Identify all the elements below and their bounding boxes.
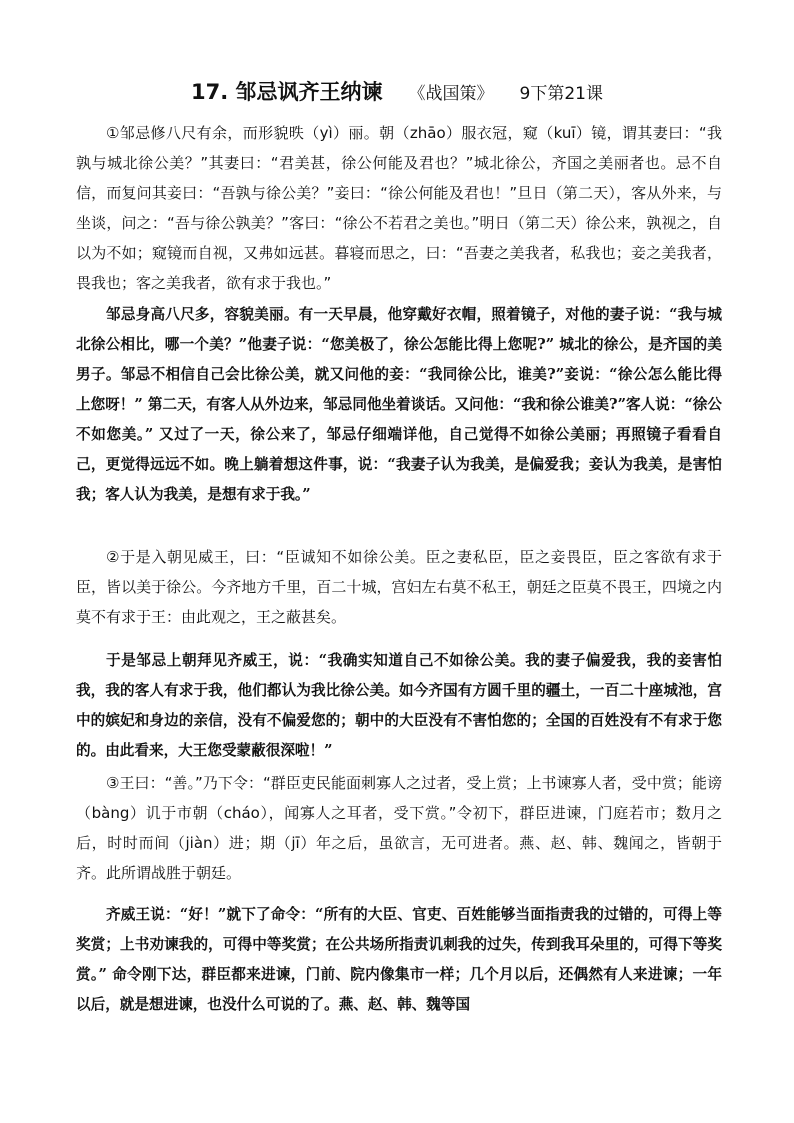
classical-paragraph-3: ③王曰：“善。”乃下令：“群臣吏民能面刺寡人之过者，受上赏；上书谏寡人者，受中赏；能谤（bàng）讥于市朝（cháo），闻寡人之耳者，受下赏。”令初下，群臣进谏，门庭若市；数月之后，时时而间（jiàn）进；期（jī）年之后，虽欲言，无可进者。燕、赵、韩、魏闻之，皆朝于齐。此所谓战胜于朝廷。	[76, 774, 722, 882]
translation-paragraph-1: 邹忌身高八尺多，容貌美丽。有一天早晨，他穿戴好衣帽，照着镜子，对他的妻子说：“我与城北徐公相比，哪一个美？”他妻子说：“您美极了，徐公怎能比得上您呢?” 城北的徐公，是齐国的美男子。邹忌不相信自己会比徐公美，就又问他的妾：“我同徐公比，谁美?”妾说：“徐公怎么能比得上您呀！” 第二天，有客人从外边来，邹忌同他坐着谈话。又问他：“我和徐公谁美?”客人说：“徐公不如您美。” 又过了一天，徐公来了，邹忌仔细端详他，自己觉得不如徐公美丽；再照镜子看看自己，更觉得远远不如。晚上躺着想这件事，说：“我妻子认为我美，是偏爱我；妾认为我美，是害怕我；客人认为我美，是想有求于我。”	[76, 306, 722, 503]
classical-paragraph-1: ①邹忌修八尺有余，而形貌昳（yì）丽。朝（zhāo）服衣冠，窥（kuī）镜，谓其妻曰：“我孰与城北徐公美？”其妻曰：“君美甚，徐公何能及君也？”城北徐公，齐国之美丽者也。忌不自信，而复问其妾曰：“吾孰与徐公美？”妾曰：“徐公何能及君也！”旦日（第二天），客从外来，与坐谈，问之：“吾与徐公孰美？”客曰：“徐公不若君之美也。”明日（第二天）徐公来，孰视之，自以为不如；窥镜而自视，又弗如远甚。暮寝而思之，曰：“吾妻之美我者，私我也；妾之美我者，畏我也；客之美我者，欲有求于我也。”	[76, 124, 722, 292]
translation-paragraph-3: 齐威王说：“好！”就下了命令：“所有的大臣、官吏、百姓能够当面指责我的过错的，可得上等奖赏；上书劝谏我的，可得中等奖赏；在公共场所指责讥刺我的过失，传到我耳朵里的，可得下等奖赏。” 命令刚下达，群臣都来进谏，门前、院内像集市一样；几个月以后，还偶然有人来进谏；一年以后，就是想进谏，也没什么可说的了。燕、赵、韩、魏等国	[76, 906, 722, 1013]
classical-paragraph-2: ②于是入朝见威王，曰：“臣诚知不如徐公美。臣之妻私臣，臣之妾畏臣，臣之客欲有求于臣，皆以美于徐公。今齐地方千里，百二十城，宫妇左右莫不私王，朝廷之臣莫不畏王，四境之内莫不有求于王：由此观之，王之蔽甚矣。	[76, 548, 722, 626]
title-main: 17. 邹忌讽齐王纳谏	[191, 80, 383, 104]
title-lesson: 9下第21课	[519, 84, 603, 104]
lesson-title	[0, 76, 794, 106]
title-source: 《战国策》	[408, 84, 494, 104]
translation-paragraph-2: 于是邹忌上朝拜见齐威王，说：“我确实知道自己不如徐公美。我的妻子偏爱我，我的妾害怕我，我的客人有求于我，他们都认为我比徐公美。如今齐国有方圆千里的疆土，一百二十座城池，宫中的嫔妃和身边的亲信，没有不偏爱您的；朝中的大臣没有不害怕您的；全国的百姓没有不有求于您的。由此看来，大王您受蒙蔽很深啦！”	[76, 652, 722, 759]
